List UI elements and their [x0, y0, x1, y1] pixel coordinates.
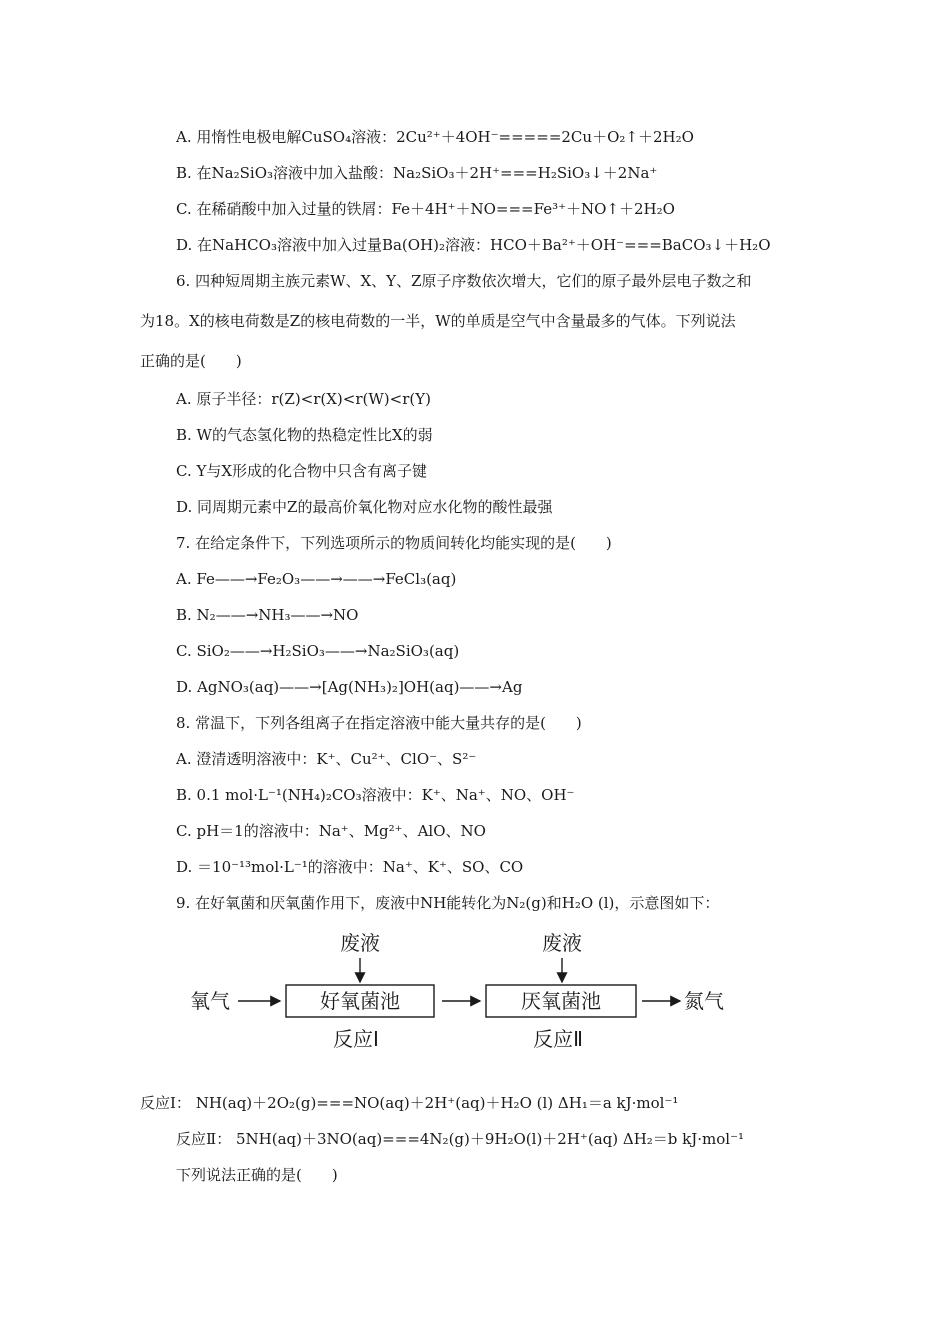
option-5d: D. 在NaHCO₃溶液中加入过量Ba(OH)₂溶液：HCO＋Ba²⁺＋OH⁻===BaCO₃↓＋H₂O [176, 236, 771, 254]
question-7-stem: 7. 在给定条件下，下列选项所示的物质间转化均能实现的是( ) [176, 534, 612, 552]
anaerobic-tank-label: 厌氧菌池 [521, 989, 601, 1013]
option-7c: C. SiO₂——→H₂SiO₃——→Na₂SiO₃(aq) [176, 642, 460, 660]
reaction-2-equation: 反应Ⅱ： 5NH(aq)＋3NO(aq)===4N₂(g)＋9H₂O(l)＋2H⁺(aq) ΔH₂＝b kJ·mol⁻¹ [176, 1130, 745, 1148]
question-9-prompt: 下列说法正确的是( ) [176, 1166, 338, 1184]
option-7a: A. Fe——→Fe₂O₃——→——→FeCl₃(aq) [176, 570, 457, 588]
option-6c: C. Y与X形成的化合物中只含有离子键 [176, 462, 428, 480]
question-6-stem: 6. 四种短周期主族元素W、X、Y、Z原子序数依次增大，它们的原子最外层电子数之和 [176, 272, 752, 290]
aerobic-tank-label: 好氧菌池 [320, 989, 400, 1013]
option-5b: B. 在Na₂SiO₃溶液中加入盐酸：Na₂SiO₃＋2H⁺===H₂SiO₃↓＋2Na⁺ [176, 164, 658, 182]
option-8c: C. pH＝1的溶液中：Na⁺、Mg²⁺、AlO、NO [176, 822, 486, 840]
reaction-2-label: 反应Ⅱ [533, 1027, 583, 1051]
question-6-stem-end: 正确的是( ) [140, 352, 242, 370]
oxygen-label: 氧气 [190, 989, 230, 1013]
question-8-stem: 8. 常温下，下列各组离子在指定溶液中能大量共存的是( ) [176, 714, 582, 732]
reaction-1-equation: 反应Ⅰ： NH(aq)＋2O₂(g)===NO(aq)＋2H⁺(aq)＋H₂O (l) ΔH₁＝a kJ·mol⁻¹ [140, 1094, 679, 1112]
option-5a: A. 用惰性电极电解CuSO₄溶液：2Cu²⁺＋4OH⁻=====2Cu＋O₂↑＋2H₂O [176, 128, 694, 146]
option-7b: B. N₂——→NH₃——→NO [176, 606, 359, 624]
reaction-1-label: 反应Ⅰ [333, 1027, 379, 1051]
option-8d: D. ＝10⁻¹³mol·L⁻¹的溶液中：Na⁺、K⁺、SO、CO [176, 858, 524, 876]
waste-liquid-label-1: 废液 [340, 931, 380, 955]
question-9-stem: 9. 在好氧菌和厌氧菌作用下，废液中NH能转化为N₂(g)和H₂O (l)，示意图如下： [176, 894, 720, 912]
option-8b: B. 0.1 mol·L⁻¹(NH₄)₂CO₃溶液中：K⁺、Na⁺、NO、OH⁻ [176, 786, 575, 804]
option-8a: A. 澄清透明溶液中：K⁺、Cu²⁺、ClO⁻、S²⁻ [176, 750, 477, 768]
nitrogen-label: 氮气 [684, 989, 724, 1013]
waste-liquid-label-2: 废液 [542, 931, 582, 955]
option-6d: D. 同周期元素中Z的最高价氧化物对应水化物的酸性最强 [176, 498, 553, 516]
wastewater-flow-diagram [180, 928, 740, 1058]
question-6-stem-cont: 为18。X的核电荷数是Z的核电荷数的一半，W的单质是空气中含量最多的气体。下列说法 [140, 312, 736, 330]
option-5c: C. 在稀硝酸中加入过量的铁屑：Fe＋4H⁺＋NO===Fe³⁺＋NO↑＋2H₂O [176, 200, 675, 218]
option-7d: D. AgNO₃(aq)——→[Ag(NH₃)₂]OH(aq)——→Ag [176, 678, 523, 696]
option-6b: B. W的气态氢化物的热稳定性比X的弱 [176, 426, 433, 444]
option-6a: A. 原子半径：r(Z)<r(X)<r(W)<r(Y) [176, 390, 431, 408]
